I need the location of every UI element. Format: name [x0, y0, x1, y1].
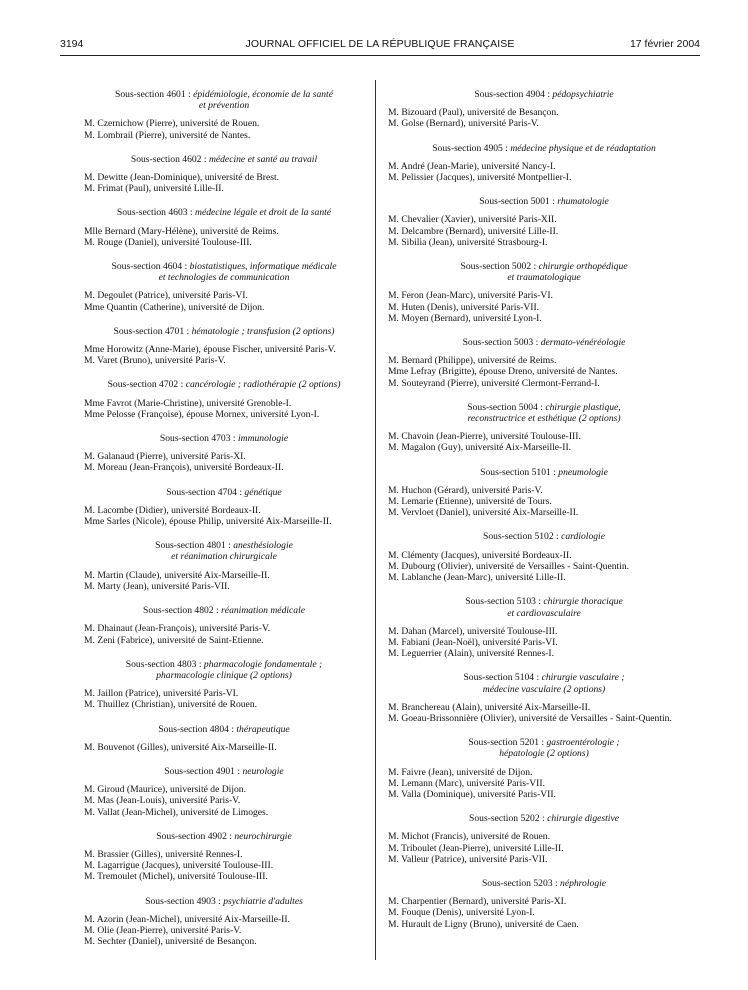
- subsection-title: chirurgie thoracique: [543, 596, 623, 608]
- subsection-heading: [84, 540, 364, 562]
- appointee-entry: M. Lemarie (Etienne), université de Tours.: [388, 496, 552, 508]
- subsection-title: thérapeutique: [236, 723, 290, 735]
- subsection-number: Sous-section 4801 :: [155, 540, 234, 552]
- subsection-title: médecine et santé au travail: [208, 153, 318, 165]
- appointee-entry: M. Leguerrier (Alain), université Rennes-I.: [388, 648, 554, 660]
- subsection-heading: [84, 261, 364, 283]
- appointee-entry: M. Valla (Dominique), université Paris-VII.: [388, 788, 556, 800]
- subsection-number: Sous-section 5103 :: [465, 596, 544, 608]
- subsection: [388, 878, 700, 930]
- subsection-heading: [84, 487, 364, 498]
- appointee-entry: M. Bernard (Philippe), université de Reims.: [388, 355, 557, 367]
- subsection-heading: [84, 326, 364, 337]
- subsection: [84, 89, 364, 141]
- subsection-heading: [388, 737, 700, 759]
- subsection-title: pneumologie: [558, 466, 608, 478]
- subsection-title-continued: et technologies de communication: [158, 272, 290, 284]
- subsection-title: médecine légale et droit de la santé: [195, 207, 332, 219]
- subsection-title: anesthésiologie: [233, 540, 293, 552]
- appointee-entry: M. Pelissier (Jacques), université Montpellier-I.: [388, 172, 572, 184]
- subsection-title: psychiatrie d'adultes: [223, 895, 303, 907]
- subsection-heading: [84, 766, 364, 777]
- subsection: [84, 724, 364, 753]
- subsection-heading: [84, 724, 364, 735]
- subsection-heading: [84, 433, 364, 444]
- appointee-entry: M. Tremoulet (Michel), université Toulouse-III.: [84, 871, 268, 883]
- issue-date: 17 février 2004: [629, 38, 700, 50]
- appointee-entry: Mme Quantin (Catherine), université de Dijon.: [84, 301, 265, 313]
- appointee-entry: M. Huchon (Gérard), université Paris-V.: [388, 484, 543, 496]
- subsection: [388, 89, 700, 130]
- subsection-title: génétique: [244, 486, 282, 498]
- appointee-entry: M. Azorin (Jean-Michel), université Aix-Marseille-II.: [84, 913, 290, 925]
- page-number: 3194: [60, 38, 84, 50]
- subsection-title: biostatistiques, informatique médicale: [189, 261, 337, 273]
- journal-title: JOURNAL OFFICIEL DE LA RÉPUBLIQUE FRANÇAISE: [245, 38, 515, 50]
- subsection-number: Sous-section 5201 :: [468, 737, 547, 749]
- subsection-heading: [84, 89, 364, 111]
- appointee-entry: M. Goeau-Brissonnière (Olivier), université de Versailles - Saint-Quentin.: [388, 712, 672, 724]
- subsection-number: Sous-section 5104 :: [463, 672, 542, 684]
- subsection-title: pédopsychiatrie: [552, 89, 614, 100]
- subsection-title: réanimation médicale: [221, 605, 306, 617]
- appointee-entry: Mme Pelosse (Françoise), épouse Mornex, université Lyon-I.: [84, 408, 320, 420]
- appointee-entry: M. Chavoin (Jean-Pierre), université Toulouse-III.: [388, 431, 581, 443]
- subsection-number: Sous-section 5004 :: [467, 401, 546, 413]
- subsection-number: Sous-section 4905 :: [432, 142, 511, 154]
- subsection-title: chirurgie plastique,: [545, 401, 621, 413]
- subsection-heading: [84, 659, 364, 681]
- subsection-number: Sous-section 4901 :: [164, 765, 243, 777]
- subsection: [388, 337, 700, 389]
- subsection-number: Sous-section 4904 :: [474, 89, 553, 100]
- subsection-title-continued: pharmacologie clinique (2 options): [156, 669, 292, 681]
- subsection: [84, 896, 364, 948]
- appointee-entry: M. Huten (Denis), université Paris-VII.: [388, 301, 540, 313]
- appointee-entry: M. André (Jean-Marie), université Nancy-I.: [388, 160, 556, 172]
- subsection-title: néphrologie: [560, 877, 607, 889]
- subsection-number: Sous-section 4803 :: [125, 658, 204, 670]
- appointee-entry: M. Valleur (Patrice), université Paris-VII.: [388, 853, 548, 865]
- appointee-entry: M. Sechter (Daniel), université de Besançon.: [84, 936, 257, 948]
- subsection-number: Sous-section 4702 :: [107, 379, 186, 391]
- subsection-heading: [388, 196, 700, 207]
- appointee-entry: M. Feron (Jean-Marc), université Paris-VI.: [388, 290, 553, 302]
- appointee-entry: M. Sibilia (Jean), université Strasbourg-I.: [388, 236, 548, 248]
- appointee-entry: M. Souteyrand (Pierre), université Clermont-Ferrand-I.: [388, 377, 600, 389]
- subsection: [388, 596, 700, 659]
- subsection-title: hématologie ; transfusion (2 options): [191, 325, 335, 337]
- subsection-title-continued: et prévention: [198, 100, 250, 112]
- subsection-heading: [84, 605, 364, 616]
- subsection-heading: [84, 207, 364, 218]
- subsection-number: Sous-section 4604 :: [111, 261, 190, 273]
- left-column: [84, 89, 364, 960]
- subsection-title: gastroentérologie ;: [546, 737, 620, 749]
- subsection-heading: [388, 337, 700, 348]
- appointee-entry: M. Jaillon (Patrice), université Paris-VI.: [84, 688, 239, 700]
- appointee-entry: Mlle Bernard (Mary-Hélène), université de Reims.: [84, 225, 279, 237]
- subsection-heading: [84, 831, 364, 842]
- subsection-title: neurochirurgie: [234, 830, 292, 842]
- appointee-entry: M. Chevalier (Xavier), université Paris-XII.: [388, 214, 557, 226]
- subsection-title: immunologie: [237, 433, 289, 445]
- appointee-entry: M. Lacombe (Didier), université Bordeaux-II.: [84, 504, 261, 516]
- appointee-entry: M. Vervloet (Daniel), université Aix-Marseille-II.: [388, 507, 579, 519]
- subsection-number: Sous-section 4601 :: [115, 89, 194, 100]
- appointee-entry: M. Degoulet (Patrice), université Paris-VI.: [84, 290, 248, 302]
- appointee-entry: Mme Favrot (Marie-Christine), université Grenoble-I.: [84, 397, 292, 409]
- subsection: [388, 737, 700, 800]
- appointee-entry: M. Fabiani (Jean-Noël), université Paris-VI.: [388, 636, 558, 648]
- subsection-title-continued: et traumatologique: [507, 272, 581, 284]
- subsection-heading: [388, 261, 700, 283]
- subsection: [84, 433, 364, 474]
- subsection: [84, 487, 364, 528]
- subsection: [84, 605, 364, 646]
- subsection: [84, 207, 364, 248]
- appointee-entry: M. Marty (Jean), université Paris-VII.: [84, 580, 230, 592]
- right-column: [388, 89, 700, 943]
- subsection: [388, 261, 700, 324]
- appointee-entry: M. Hurault de Ligny (Bruno), université de Caen.: [388, 918, 579, 930]
- subsection-title-continued: et réanimation chirurgicale: [171, 551, 277, 563]
- subsection: [388, 402, 700, 454]
- appointee-entry: M. Dewitte (Jean-Dominique), université de Brest.: [84, 172, 280, 184]
- subsection: [84, 766, 364, 818]
- subsection: [388, 672, 700, 724]
- appointee-entry: M. Branchereau (Alain), université Aix-Marseille-II.: [388, 701, 591, 713]
- subsection-number: Sous-section 5203 :: [481, 877, 561, 889]
- subsection-heading: [388, 813, 700, 824]
- appointee-entry: M. Dahan (Marcel), université Toulouse-III.: [388, 625, 558, 637]
- subsection-heading: [388, 89, 700, 100]
- subsection: [84, 379, 364, 420]
- appointee-entry: M. Czernichow (Pierre), université de Rouen.: [84, 118, 260, 130]
- appointee-entry: Mme Lefray (Brigitte), épouse Dreno, université de Nantes.: [388, 366, 618, 378]
- subsection-number: Sous-section 4701 :: [113, 325, 192, 337]
- subsection-title: épidémiologie, économie de la santé: [193, 89, 333, 100]
- subsection-number: Sous-section 4902 :: [156, 830, 235, 842]
- appointee-entry: Mme Horowitz (Anne-Marie), épouse Fischer, université Paris-V.: [84, 344, 336, 356]
- subsection-heading: [84, 154, 364, 165]
- subsection: [84, 326, 364, 367]
- appointee-entry: M. Galanaud (Pierre), université Paris-XI.: [84, 451, 246, 463]
- subsection-heading: [84, 896, 364, 907]
- appointee-entry: M. Dhainaut (Jean-François), université Paris-V.: [84, 623, 271, 635]
- appointee-entry: M. Lagarrigue (Jacques), université Toulouse-III.: [84, 860, 274, 872]
- subsection: [388, 196, 700, 248]
- subsection-number: Sous-section 4602 :: [130, 153, 209, 165]
- subsection: [388, 143, 700, 184]
- appointee-entry: Mme Sarles (Nicole), épouse Philip, université Aix-Marseille-II.: [84, 516, 332, 528]
- subsection: [84, 540, 364, 592]
- subsection-number: Sous-section 4804 :: [158, 723, 237, 735]
- subsection-number: Sous-section 5002 :: [460, 261, 539, 273]
- appointee-entry: M. Olie (Jean-Pierre), université Paris-V.: [84, 924, 242, 936]
- subsection-heading: [388, 672, 700, 694]
- subsection: [388, 813, 700, 865]
- appointee-entry: M. Lemann (Marc), université Paris-VII.: [388, 777, 545, 789]
- appointee-entry: M. Moreau (Jean-François), université Bordeaux-II.: [84, 462, 284, 474]
- appointee-entry: M. Lablanche (Jean-Marc), université Lille-II.: [388, 572, 566, 584]
- appointee-entry: M. Frimat (Paul), université Lille-II.: [84, 183, 224, 195]
- subsection: [84, 154, 364, 195]
- subsection-title: rhumatologie: [557, 196, 609, 208]
- subsection-heading: [388, 467, 700, 478]
- appointee-entry: M. Bizouard (Paul), université de Besançon.: [388, 107, 559, 119]
- subsection-number: Sous-section 4703 :: [159, 433, 238, 445]
- subsection-heading: [388, 402, 700, 424]
- subsection: [388, 467, 700, 519]
- appointee-entry: M. Triboulet (Jean-Pierre), université Lille-II.: [388, 842, 564, 854]
- subsection-heading: [84, 379, 364, 390]
- subsection-number: Sous-section 5003 :: [462, 337, 541, 349]
- subsection-title: chirurgie orthopédique: [538, 261, 628, 273]
- appointee-entry: M. Delcambre (Bernard), université Lille-II.: [388, 225, 559, 237]
- subsection-title: chirurgie digestive: [547, 813, 619, 825]
- appointee-entry: M. Fouque (Denis), université Lyon-I.: [388, 907, 535, 919]
- column-divider: [375, 80, 376, 960]
- appointee-entry: M. Zeni (Fabrice), université de Saint-Etienne.: [84, 634, 264, 646]
- subsection: [388, 531, 700, 583]
- subsection-title: chirurgie vasculaire ;: [541, 672, 625, 684]
- page-header: [60, 38, 700, 52]
- appointee-entry: M. Magalon (Guy), université Aix-Marseille-II.: [388, 442, 572, 454]
- subsection-number: Sous-section 4903 :: [145, 895, 224, 907]
- subsection-number: Sous-section 5001 :: [479, 196, 558, 208]
- subsection-number: Sous-section 5102 :: [483, 531, 562, 543]
- appointee-entry: M. Moyen (Bernard), université Lyon-I.: [388, 312, 542, 324]
- subsection: [84, 261, 364, 313]
- subsection-heading: [388, 143, 700, 154]
- appointee-entry: M. Michot (Francis), université de Rouen.: [388, 831, 550, 843]
- appointee-entry: M. Brassier (Gilles), université Rennes-I.: [84, 848, 243, 860]
- subsection-number: Sous-section 4802 :: [142, 605, 222, 617]
- subsection-title-continued: et cardiovasculaire: [507, 607, 581, 619]
- subsection-title: dermato-vénéréologie: [540, 337, 626, 349]
- appointee-entry: M. Clémenty (Jacques), université Bordeaux-II.: [388, 549, 572, 561]
- subsection-heading: [388, 878, 700, 889]
- subsection-title-continued: hépatologie (2 options): [499, 748, 589, 760]
- appointee-entry: M. Faivre (Jean), université de Dijon.: [388, 766, 533, 778]
- appointee-entry: M. Giroud (Maurice), université de Dijon.: [84, 784, 246, 796]
- appointee-entry: M. Golse (Bernard), université Paris-V.: [388, 118, 539, 130]
- subsection-number: Sous-section 4704 :: [166, 486, 245, 498]
- subsection-heading: [388, 596, 700, 618]
- appointee-entry: M. Varet (Bruno), université Paris-V.: [84, 355, 226, 367]
- subsection-title: cancérologie ; radiothérapie (2 options): [185, 379, 341, 391]
- subsection-title: cardiologie: [561, 531, 605, 543]
- appointee-entry: M. Martin (Claude), université Aix-Marseille-II.: [84, 569, 270, 581]
- subsection-heading: [388, 531, 700, 542]
- appointee-entry: M. Lombrail (Pierre), université de Nantes.: [84, 129, 251, 141]
- subsection-title: médecine physique et de réadaptation: [510, 142, 656, 154]
- subsection-number: Sous-section 4603 :: [116, 207, 196, 219]
- appointee-entry: M. Bouvenot (Gilles), université Aix-Marseille-II.: [84, 741, 277, 753]
- subsection-title: neurologie: [242, 765, 284, 777]
- subsection-title: pharmacologie fondamentale ;: [203, 658, 323, 670]
- subsection: [84, 831, 364, 883]
- appointee-entry: M. Vallat (Jean-Michel), université de Limoges.: [84, 806, 269, 818]
- subsection-title-continued: médecine vasculaire (2 options): [482, 683, 606, 695]
- appointee-entry: M. Mas (Jean-Louis), université Paris-V.: [84, 795, 241, 807]
- header-rule: [60, 55, 700, 56]
- appointee-entry: M. Rouge (Daniel), université Toulouse-III.: [84, 236, 252, 248]
- subsection-number: Sous-section 5101 :: [480, 466, 559, 478]
- subsection-title-continued: reconstructrice et esthétique (2 options): [467, 413, 621, 425]
- appointee-entry: M. Dubourg (Olivier), université de Versailles - Saint-Quentin.: [388, 560, 630, 572]
- subsection-number: Sous-section 5202 :: [469, 813, 548, 825]
- appointee-entry: M. Charpentier (Bernard), université Paris-XI.: [388, 896, 567, 908]
- subsection: [84, 659, 364, 711]
- appointee-entry: M. Thuillez (Christian), université de Rouen.: [84, 699, 258, 711]
